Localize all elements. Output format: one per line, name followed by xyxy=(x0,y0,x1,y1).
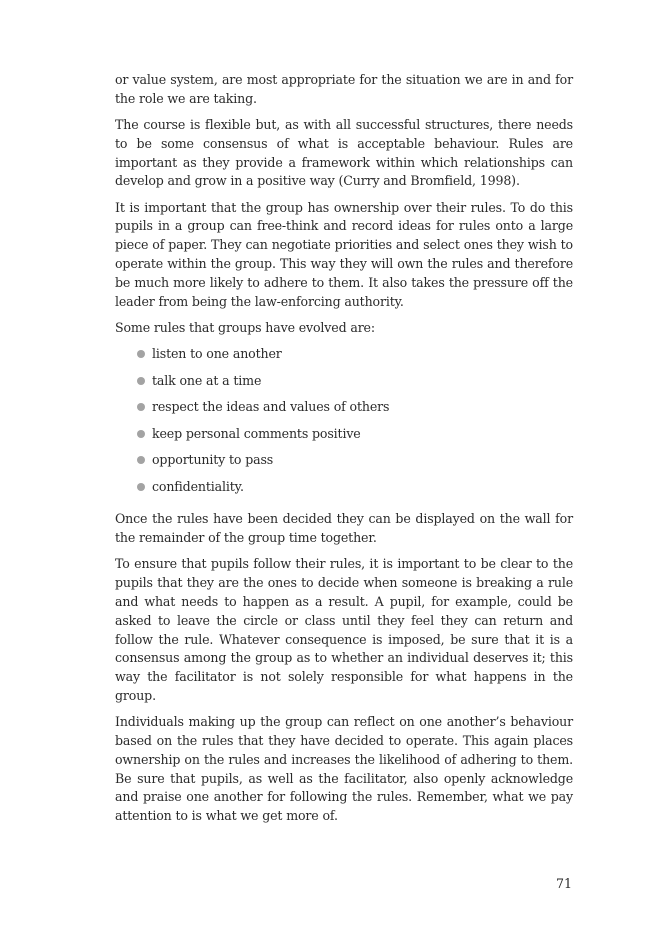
bullet-icon xyxy=(137,403,145,411)
bullet-icon xyxy=(137,483,145,491)
paragraph: To ensure that pupils follow their rules, it is important to be clear to the pupils that they are the ones to decide when someone is breaking a rule and what needs to happen as a result. A pupil, for example, could be asked to leave the circle or class until they feel they can return and follow the rule. Whatever consequence is imposed, be sure that it is a consensus among the group as to whether an individual deserves it; this way the facilitator is not solely responsible for what happens in the group. xyxy=(115,556,573,704)
paragraph: It is important that the group has ownership over their rules. To do this pupils in a group can free-think and record ideas for rules onto a large piece of paper. They can negotiate priorities and select ones they wish to operate within the group. This way they will own the rules and therefore be much more likely to adhere to them. It also takes the pressure off the leader from being the law-enforcing authority. xyxy=(115,199,573,309)
list-item-text: keep personal comments positive xyxy=(152,425,361,441)
rules-list xyxy=(115,345,573,505)
list-item-text: opportunity to pass xyxy=(152,452,274,468)
list-intro: Some rules that groups have evolved are: xyxy=(115,319,375,335)
paragraph: Once the rules have been decided they can be displayed on the wall for the remainder of the group time together. xyxy=(115,511,573,546)
list-item-text: respect the ideas and values of others xyxy=(152,399,390,415)
list-item xyxy=(115,425,573,452)
list-item xyxy=(115,451,573,478)
list-item xyxy=(115,398,573,425)
list-item-text: listen to one another xyxy=(152,345,282,361)
list-item xyxy=(115,478,573,505)
paragraph: or value system, are most appropriate for the situation we are in and for the role we are taking. xyxy=(115,72,573,106)
page-body xyxy=(115,71,573,833)
bullet-icon xyxy=(137,377,145,385)
paragraph: Individuals making up the group can reflect on one another’s behaviour based on the rules that they have decided to operate. This again places ownership on the rules and increases the likelihood of adhering to them. Be sure that pupils, as well as the facilitator, also openly acknowledge and praise one another for following the rules. Remember, what we pay attention to is what we get more of. xyxy=(115,714,573,824)
paragraph: The course is flexible but, as with all successful structures, there needs to be some consensus of what is acceptable behaviour. Rules are important as they provide a framework within which relationships can develop and grow in a positive way (Curry and Bromfield, 1998). xyxy=(115,116,573,189)
list-item-text: confidentiality. xyxy=(152,478,244,494)
list-item xyxy=(115,372,573,399)
list-item xyxy=(115,345,573,372)
bullet-icon xyxy=(137,430,145,438)
bullet-icon xyxy=(137,350,145,358)
bullet-icon xyxy=(137,456,145,464)
page-number: 71 xyxy=(555,876,572,891)
list-item-text: talk one at a time xyxy=(152,372,262,388)
